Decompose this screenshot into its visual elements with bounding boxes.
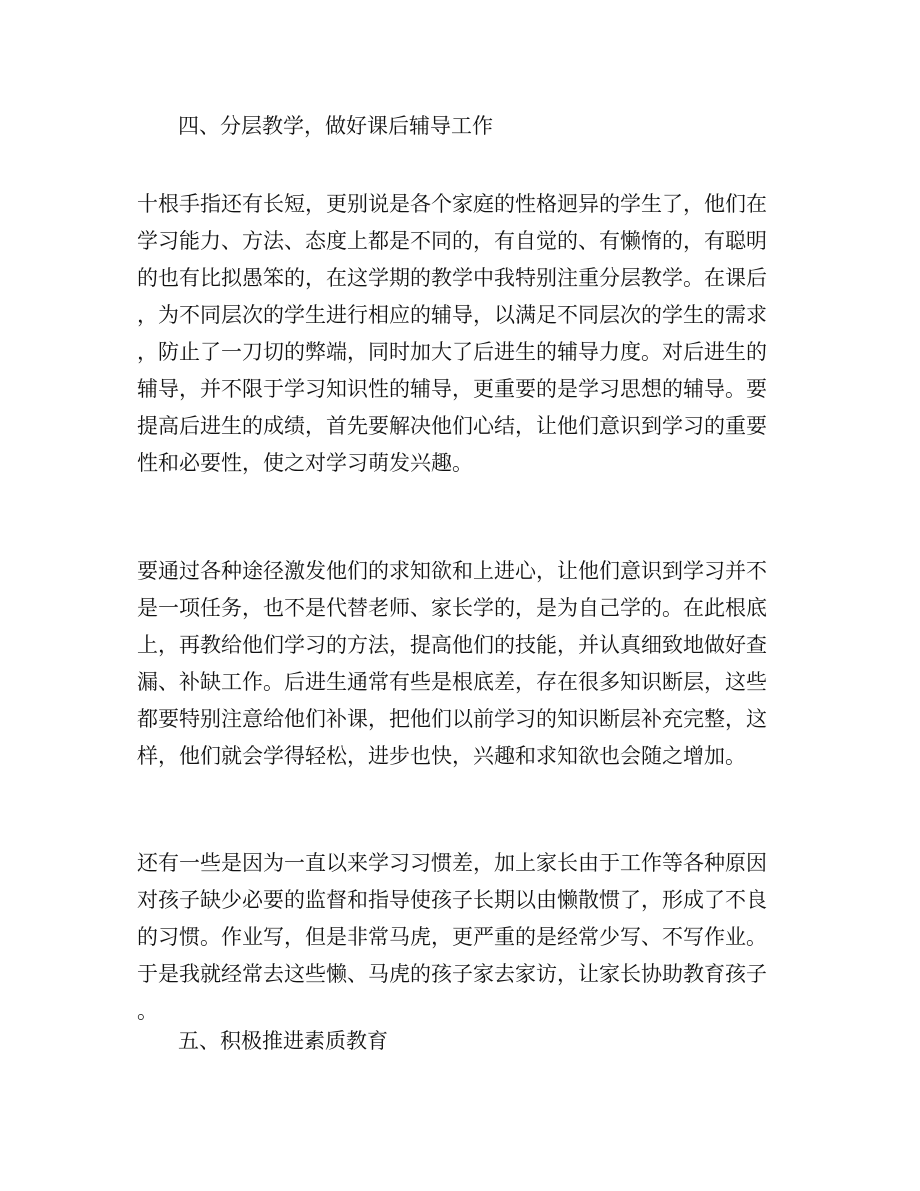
paragraph-line: 上，再教给他们学习的方法，提高他们的技能，并认真细致地做好查 [137, 633, 767, 657]
paragraph-line: 辅导，并不限于学习知识性的辅导，更重要的是学习思想的辅导。要 [137, 377, 767, 401]
paragraph-line: 。 [137, 999, 158, 1023]
paragraph-line: 提高后进生的成绩，首先要解决他们心结，让他们意识到学习的重要 [137, 414, 767, 438]
paragraph-3 [137, 845, 787, 1030]
paragraph-line: 学习能力、方法、态度上都是不同的，有自觉的、有懒惰的，有聪明 [137, 229, 767, 253]
paragraph-line: 的也有比拟愚笨的，在这学期的教学中我特别注重分层教学。在课后 [137, 266, 767, 290]
paragraph-line: 还有一些是因为一直以来学习习惯差，加上家长由于工作等各种原因 [137, 851, 767, 875]
paragraph-line: 对孩子缺少必要的监督和指导使孩子长期以由懒散惯了，形成了不良 [137, 888, 767, 912]
paragraph-line: 都要特别注意给他们补课，把他们以前学习的知识断层补充完整，这 [137, 707, 767, 731]
paragraph-line: ，防止了一刀切的弊端，同时加大了后进生的辅导力度。对后进生的 [137, 340, 767, 364]
paragraph-line: 的习惯。作业写，但是非常马虎，更严重的是经常少写、不写作业。 [137, 925, 767, 949]
paragraph-line: 是一项任务，也不是代替老师、家长学的，是为自己学的。在此根底 [137, 596, 767, 620]
paragraph-line: 于是我就经常去这些懒、马虎的孩子家去家访，让家长协助教育孩子 [137, 962, 767, 986]
paragraph-2 [137, 553, 787, 775]
paragraph-line: 要通过各种途径激发他们的求知欲和上进心，让他们意识到学习并不 [137, 559, 767, 583]
section-heading-4: 四、分层教学，做好课后辅导工作 [178, 114, 493, 138]
paragraph-line: 样，他们就会学得轻松，进步也快，兴趣和求知欲也会随之增加。 [137, 744, 746, 768]
paragraph-line: 漏、补缺工作。后进生通常有些是根底差，存在很多知识断层，这些 [137, 670, 767, 694]
paragraph-line: ，为不同层次的学生进行相应的辅导，以满足不同层次的学生的需求 [137, 303, 767, 327]
paragraph-line: 性和必要性，使之对学习萌发兴趣。 [137, 451, 473, 475]
paragraph-line: 十根手指还有长短，更别说是各个家庭的性格迥异的学生了，他们在 [137, 192, 767, 216]
paragraph-1 [137, 186, 787, 482]
section-heading-5: 五、积极推进素质教育 [178, 1029, 388, 1053]
